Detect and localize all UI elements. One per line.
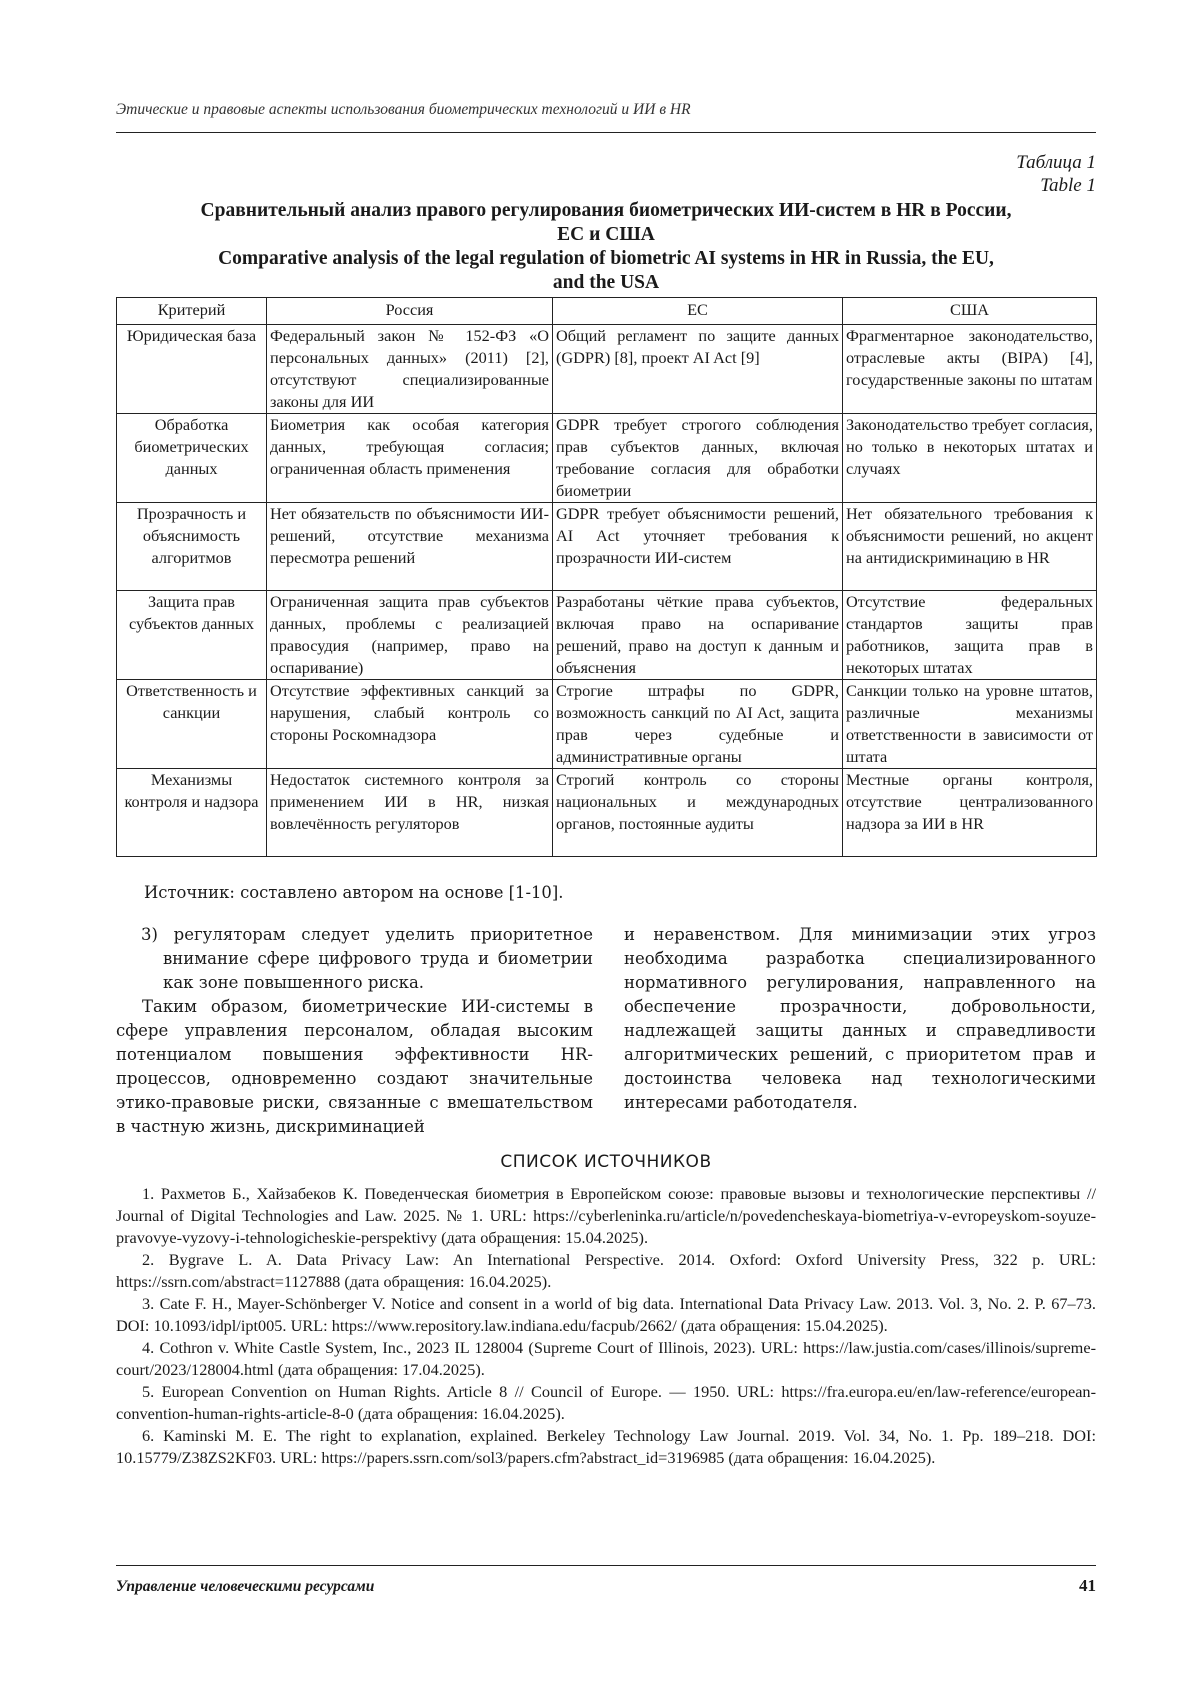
cell-eu: Строгие штрафы по GDPR, возможность санкций по AI Act, защита прав через судебные и административные органы (553, 680, 843, 769)
cell-russia: Биометрия как особая категория данных, требующая согласия; ограниченная область применения (267, 414, 553, 503)
cell-criterion: Защита прав субъектов данных (117, 591, 267, 680)
column-header-criterion: Критерий (117, 298, 267, 325)
cell-russia: Федеральный закон № 152-ФЗ «О персональных данных» (2011) [2], отсутствуют специализированные законы для ИИ (267, 325, 553, 414)
cell-criterion: Обработка биометрических данных (117, 414, 267, 503)
column-header-usa: США (843, 298, 1097, 325)
cell-russia: Нет обязательств по объяснимости ИИ-решений, отсутствие механизма пересмотра решений (267, 503, 553, 591)
list-item: 3) регуляторам следует уделить приоритетное внимание сфере цифрового труда и биометрии как зоне повышенного риска. (141, 925, 593, 992)
table-title-ru-line1: Сравнительный анализ правого регулирования биометрических ИИ-систем в HR в России, (200, 200, 1012, 221)
cell-eu: Общий регламент по защите данных (GDPR) [8], проект AI Act [9] (553, 325, 843, 414)
table-title-en-line1: Comparative analysis of the legal regulation of biometric AI systems in HR in Russia, the EU, (218, 248, 994, 269)
column-header-russia: Россия (267, 298, 553, 325)
table-row (117, 325, 1097, 414)
cell-usa: Нет обязательного требования к объяснимости решений, но акцент на антидискриминацию в HR (843, 503, 1097, 591)
cell-usa: Санкции только на уровне штатов, различные механизмы ответственности в зависимости от штата (843, 680, 1097, 769)
reference-item: 1. Рахметов Б., Хайзабеков К. Поведенческая биометрия в Европейском союзе: правовые вызовы и технологические перспективы // Journal of Digital Technologies and Law. 2025. № 1. URL: https://cyberleninka.ru/article/n/povedencheskaya-biometriya-v-evropeyskom-soyuze-pravovye-vyzovy-i-tehnologicheskie-perspektivy (дата обращения: 15.04.2025). (116, 1184, 1096, 1247)
footer-journal-title: Управление человеческими ресурсами (116, 1578, 375, 1595)
table-source-note: Источник: составлено автором на основе [1-10]. (144, 883, 564, 902)
table-header-row (117, 298, 1097, 325)
cell-russia: Ограниченная защита прав субъектов данных, проблемы с реализацией правосудия (например, право на оспаривание) (267, 591, 553, 680)
running-title: Этические и правовые аспекты использования биометрических технологий и ИИ в HR (116, 101, 691, 118)
paragraph: Таким образом, биометрические ИИ-системы в сфере управления персоналом, обладая высоким потенциалом повышения эффективности HR-процессов, одновременно создают значительные этико-правовые риски, связанные с вмешательством в частную жизнь, дискриминацией (116, 997, 593, 1136)
cell-criterion: Механизмы контроля и надзора (117, 769, 267, 857)
cell-russia: Отсутствие эффективных санкций за нарушения, слабый контроль со стороны Роскомнадзора (267, 680, 553, 769)
cell-eu: Разработаны чёткие права субъектов, включая право на оспаривание решений, право на доступ к данным и объяснения (553, 591, 843, 680)
cell-usa: Местные органы контроля, отсутствие централизованного надзора за ИИ в HR (843, 769, 1097, 857)
cell-criterion: Ответственность и санкции (117, 680, 267, 769)
cell-eu: Строгий контроль со стороны национальных и международных органов, постоянные аудиты (553, 769, 843, 857)
text-column-right (624, 923, 1096, 1115)
cell-usa: Отсутствие федеральных стандартов защиты прав работников, защита прав в некоторых штатах (843, 591, 1097, 680)
cell-criterion: Прозрачность и объяснимость алгоритмов (117, 503, 267, 591)
cell-usa: Законодательство требует согласия, но только в некоторых штатах и случаях (843, 414, 1097, 503)
page-number: 41 (1079, 1576, 1096, 1595)
table-row (117, 769, 1097, 857)
references-title: СПИСОК ИСТОЧНИКОВ (500, 1152, 712, 1172)
comparison-table (116, 297, 1097, 857)
references-list (116, 1183, 1096, 1469)
table-row (117, 503, 1097, 591)
footer-rule (116, 1565, 1096, 1566)
reference-item: 3. Cate F. H., Mayer-Schönberger V. Notice and consent in a world of big data. International Data Privacy Law. 2013. Vol. 3, No. 2. P. 67–73. DOI: 10.1093/idpl/ipt005. URL: https://www.repository.law.indiana.edu/facpub/2662/ (дата обращения: 15.04.2025). (116, 1294, 1096, 1335)
table-label-ru: Таблица 1 (1016, 152, 1096, 173)
cell-eu: GDPR требует строгого соблюдения прав субъектов данных, включая требование согласия для обработки биометрии (553, 414, 843, 503)
text-column-left (116, 923, 593, 1139)
reference-item: 4. Cothron v. White Castle System, Inc., 2023 IL 128004 (Supreme Court of Illinois, 2023). URL: https://law.justia.com/cases/illinois/supreme-court/2023/128004.html (дата обращения: 17.04.2025). (116, 1338, 1096, 1379)
cell-eu: GDPR требует объяснимости решений, AI Act уточняет требования к прозрачности ИИ-систем (553, 503, 843, 591)
reference-item: 2. Bygrave L. A. Data Privacy Law: An International Perspective. 2014. Oxford: Oxford University Press, 322 p. URL: https://ssrn.com/abstract=1127888 (дата обращения: 16.04.2025). (116, 1250, 1096, 1291)
table-row (117, 591, 1097, 680)
column-header-eu: ЕС (553, 298, 843, 325)
cell-usa: Фрагментарное законодательство, отраслевые акты (BIPA) [4], государственные законы по штатам (843, 325, 1097, 414)
table-title-ru-line2: ЕС и США (557, 224, 655, 245)
reference-item: 5. European Convention on Human Rights. Article 8 // Council of Europe. — 1950. URL: https://fra.europa.eu/en/law-reference/european-convention-human-rights-article-8-0 (дата обращения: 16.04.2025). (116, 1382, 1096, 1423)
table-title-en-line2: and the USA (552, 272, 660, 293)
cell-russia: Недостаток системного контроля за применением ИИ в HR, низкая вовлечённость регуляторов (267, 769, 553, 857)
paragraph: и неравенством. Для минимизации этих угроз необходима разработка специализированного нормативного регулирования, направленного на обеспечение прозрачности, добровольности, надлежащей защиты данных и справедливости алгоритмических решений, с приоритетом прав и достоинства человека над технологическими интересами работодателя. (624, 925, 1096, 1112)
cell-criterion: Юридическая база (117, 325, 267, 414)
reference-item: 6. Kaminski M. E. The right to explanation, explained. Berkeley Technology Law Journal. 2019. Vol. 34, No. 1. Pp. 189–218. DOI: 10.15779/Z38ZS2KF03. URL: https://papers.ssrn.com/sol3/papers.cfm?abstract_id=3196985 (дата обращения: 16.04.2025). (116, 1426, 1096, 1467)
table-row (117, 414, 1097, 503)
table-label-en: Table 1 (1040, 175, 1096, 196)
header-rule (116, 132, 1096, 133)
table-row (117, 680, 1097, 769)
